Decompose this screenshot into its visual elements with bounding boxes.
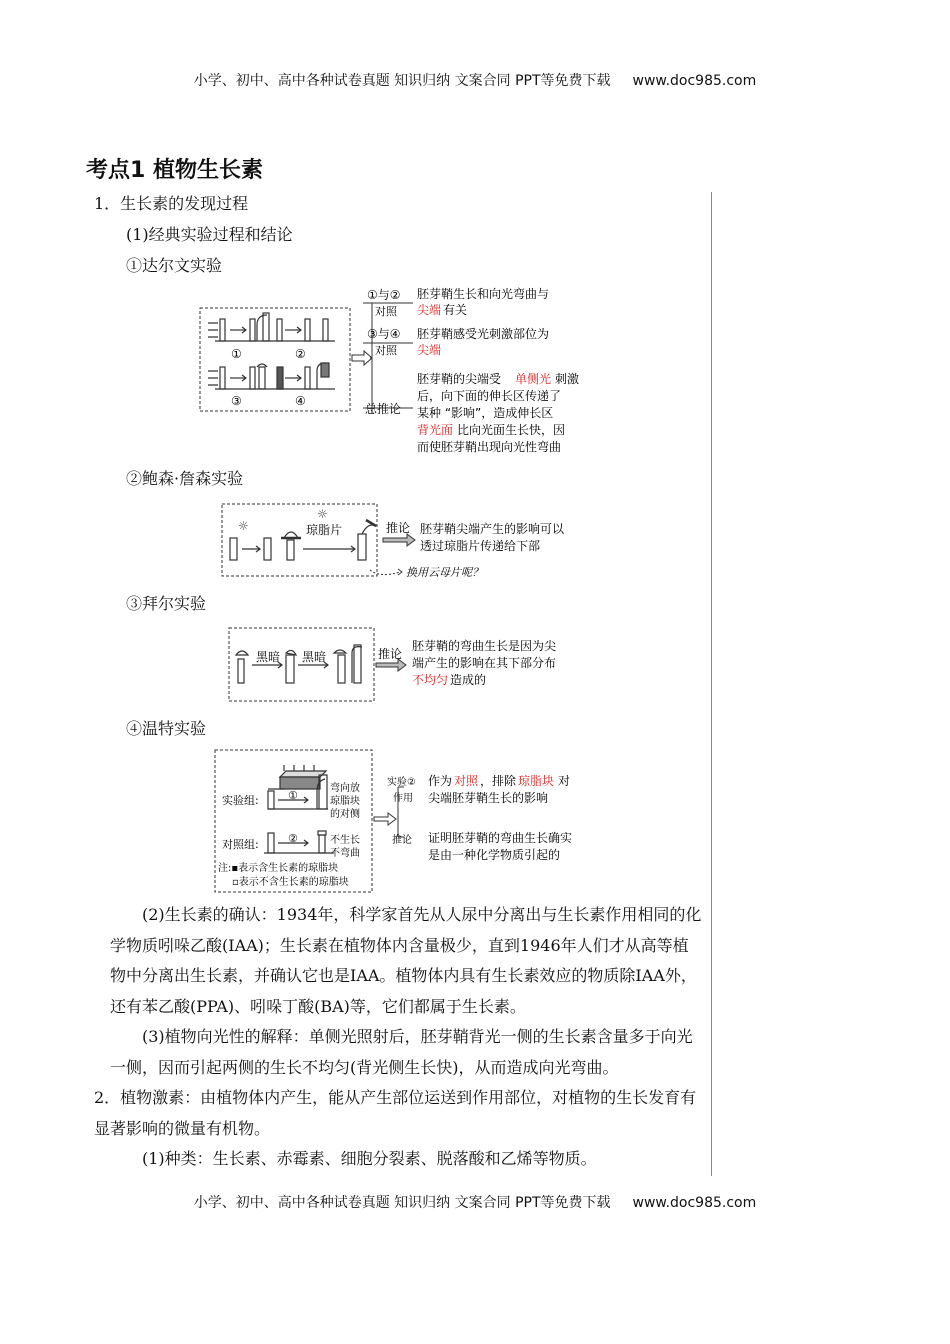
darwin-b1-head: ①与②	[367, 288, 401, 302]
darwin-b1-t2: 有关	[443, 303, 468, 317]
paal-figure	[226, 625, 586, 709]
darwin-b3-l1a: 胚芽鞘的尖端受	[417, 372, 502, 386]
went-role1-red: 对照	[454, 774, 479, 788]
exp-paal-label: ③拜尔实验	[126, 594, 207, 613]
darwin-b3-l4b: 比向光面生长快，因	[457, 423, 566, 437]
exp-went-label: ④温特实验	[126, 719, 207, 738]
darwin-label-1: ①	[231, 347, 242, 361]
went-role-a: 实验②	[387, 777, 416, 788]
paragraph-auxin-confirmation	[110, 900, 702, 1022]
boysen-note: 换用云母片呢？	[406, 566, 483, 579]
went-exp-group: 实验组:	[222, 794, 259, 807]
paal-dark-2: 黑暗	[302, 650, 327, 664]
darwin-b2-head: ③与④	[367, 327, 401, 341]
svg-text:☼: ☼	[238, 519, 249, 533]
boysen-c1: 胚芽鞘尖端产生的影响可以	[420, 522, 565, 536]
darwin-b3-l3: 某种 “影响”，造成伸长区	[417, 406, 554, 420]
darwin-b2-t1: 胚芽鞘感受光刺激部位为	[417, 327, 550, 341]
header-text: 小学、初中、高中各种试卷真题 知识归纳 文案合同 PPT等免费下载	[193, 73, 611, 89]
paragraph-phototropism	[110, 1022, 702, 1083]
darwin-b3-l1red: 单侧光	[515, 372, 552, 386]
exp-darwin-label: ①达尔文实验	[126, 256, 223, 275]
boysen-c2: 透过琼脂片传递给下部	[420, 539, 541, 553]
went-figure	[212, 747, 592, 899]
boysen-figure	[218, 500, 588, 586]
went-r4: 不生长	[330, 835, 360, 846]
went-role-b: 作用	[393, 793, 413, 804]
darwin-b1-t1: 胚芽鞘生长和向光弯曲与	[417, 287, 550, 301]
para2-text: (2)生长素的确认：1934年，科学家首先从人尿中分离出与生长素作用相同的化学物质吲哚乙酸(IAA)；生长素在植物体内含量极少，直到1946年人们才从高等植物中分离出生长素，并确认它也是IAA。植物体内具有生长素效应的物质除IAA外，还有苯乙酸(PPA)、吲哚丁酸(BA)等，它们都属于生长素。	[110, 905, 702, 1016]
header-url[interactable]: www.doc985.com	[632, 73, 757, 89]
paragraph-plant-hormones	[94, 1083, 702, 1144]
went-ctrl-group: 对照组:	[222, 838, 259, 851]
went-note2: ▫表示不含生长素的琼脂块	[232, 877, 349, 888]
paal-c3-red: 不均匀	[412, 673, 449, 687]
darwin-label-3: ③	[231, 394, 242, 408]
went-role1c: 对	[558, 774, 571, 788]
went-c1: 证明胚芽鞘的弯曲生长确实	[428, 831, 573, 845]
went-c2: 是由一种化学物质引起的	[428, 848, 561, 862]
darwin-b1-sub: 对照	[375, 305, 397, 318]
went-r3: 的对侧	[330, 809, 360, 820]
footer-url[interactable]: www.doc985.com	[632, 1195, 757, 1211]
darwin-b3-l2: 后，向下面的伸长区传递了	[417, 389, 562, 403]
section-title: 考点1 植物生长素	[86, 158, 263, 183]
heading-1-1: (1)经典实验过程和结论	[126, 225, 293, 244]
para4-text: 2．植物激素：由植物体内产生，能从产生部位运送到作用部位，对植物的生长发育有显著影响的微量有机物。	[94, 1088, 697, 1138]
went-note1: 注:▪表示含生长素的琼脂块	[218, 863, 339, 874]
margin-line	[711, 192, 712, 1176]
darwin-label-4: ④	[295, 394, 306, 408]
went-n1: ①	[288, 789, 298, 802]
went-n2: ②	[288, 832, 298, 845]
went-role2: 尖端胚芽鞘生长的影响	[428, 791, 549, 805]
darwin-figure	[195, 283, 605, 462]
went-infer: 推论	[392, 835, 412, 846]
heading-1: 1．生长素的发现过程	[94, 194, 249, 213]
paragraph-types	[110, 1144, 702, 1175]
darwin-b2-red: 尖端	[417, 343, 442, 357]
went-role1-red2: 琼脂块	[518, 774, 555, 788]
paal-dark-1: 黑暗	[256, 650, 281, 664]
darwin-b2-sub: 对照	[375, 344, 397, 357]
page-footer	[0, 1192, 950, 1212]
exp-boysen-label: ②鲍森·詹森实验	[126, 469, 244, 488]
paal-c2: 端产生的影响在其下部分布	[412, 656, 557, 670]
footer-text: 小学、初中、高中各种试卷真题 知识归纳 文案合同 PPT等免费下载	[193, 1195, 611, 1211]
boysen-agar-label: 琼脂片	[306, 523, 343, 537]
para5-text: (1)种类：生长素、赤霉素、细胞分裂素、脱落酸和乙烯等物质。	[142, 1149, 597, 1168]
svg-text:☼: ☼	[317, 507, 328, 521]
went-role1a: 作为	[428, 774, 453, 788]
darwin-b3-l4red: 背光面	[417, 423, 454, 437]
para3-text: (3)植物向光性的解释：单侧光照射后，胚芽鞘背光一侧的生长素含量多于向光一侧，因而引起两侧的生长不均匀(背光侧生长快)，从而造成向光弯曲。	[110, 1027, 693, 1077]
darwin-b3-l1b: 刺激	[555, 372, 580, 386]
paal-c1: 胚芽鞘的弯曲生长是因为尖	[412, 639, 557, 653]
went-r1: 弯向放	[330, 783, 360, 794]
darwin-b1-red: 尖端	[417, 303, 442, 317]
boysen-infer: 推论	[386, 521, 411, 535]
went-r5: 不弯曲	[330, 848, 360, 859]
darwin-b3-l5: 而使胚芽鞘出现向光性弯曲	[417, 440, 562, 454]
darwin-b3-head: 总推论	[365, 402, 402, 416]
paal-infer: 推论	[378, 647, 403, 661]
darwin-label-2: ②	[295, 347, 306, 361]
page-header	[0, 70, 950, 90]
went-r2: 琼脂块	[330, 796, 360, 807]
paal-c3b: 造成的	[450, 673, 487, 687]
went-role1b: ，排除	[480, 774, 517, 788]
